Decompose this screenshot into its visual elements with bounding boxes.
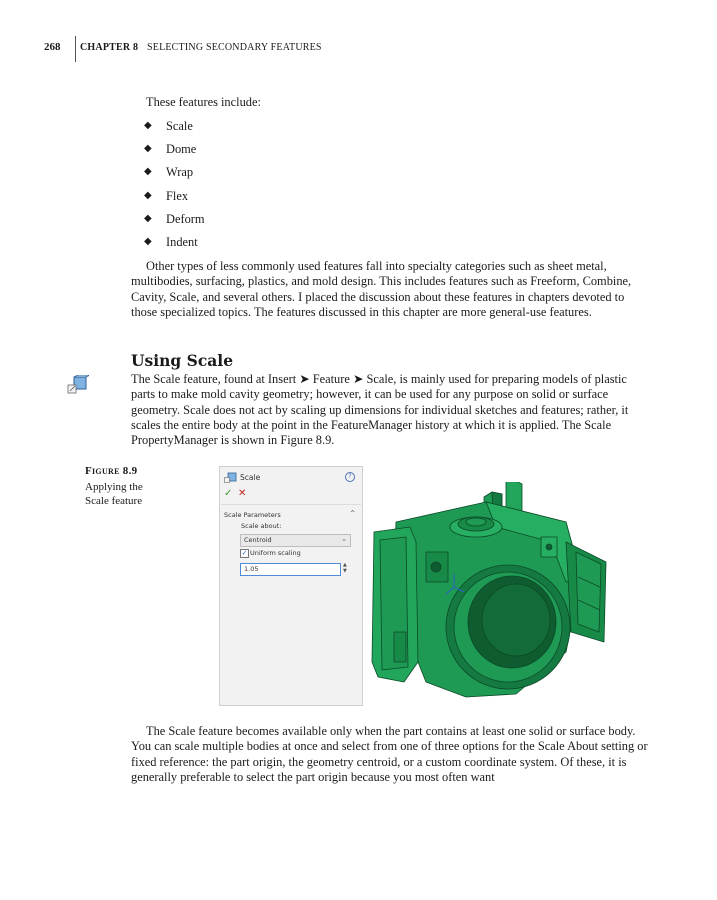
list-item-label: Wrap [166, 165, 194, 180]
feature-list [144, 117, 205, 256]
scale-factor-value: 1.05 [244, 565, 259, 573]
scale-about-label: Scale about: [241, 522, 282, 530]
diamond-bullet-icon: ◆ [144, 235, 152, 247]
list-item-label: Indent [166, 234, 198, 249]
property-manager-title: Scale [240, 473, 261, 482]
section-heading: Using Scale [131, 351, 234, 370]
list-item [144, 140, 205, 163]
figure-label: Figure 8.9 [85, 465, 138, 477]
list-item-label: Flex [166, 188, 189, 203]
chevron-down-icon: ⌄ [341, 535, 347, 543]
list-item [144, 117, 205, 140]
uniform-scaling-label: Uniform scaling [250, 549, 301, 557]
section-title-scale-parameters[interactable]: Scale Parameters [224, 511, 281, 519]
list-item [144, 187, 205, 210]
scale-about-value: Centroid [244, 536, 272, 544]
list-item-label: Deform [166, 211, 205, 226]
scale-about-select[interactable] [240, 534, 351, 547]
list-item [144, 233, 205, 256]
chapter-label: CHAPTER 8 [80, 42, 139, 53]
scale-factor-input[interactable] [240, 563, 341, 576]
list-item [144, 210, 205, 233]
ok-button[interactable]: ✓ [224, 488, 233, 499]
diamond-bullet-icon: ◆ [144, 143, 152, 155]
panel-divider [221, 504, 361, 505]
property-manager-header [224, 472, 358, 484]
list-item [144, 163, 205, 186]
chevron-up-icon[interactable]: ⌃ [349, 509, 356, 518]
cancel-button[interactable]: ✕ [238, 488, 247, 499]
help-icon[interactable]: ? [345, 472, 355, 482]
diamond-bullet-icon: ◆ [144, 212, 152, 224]
figure-caption: Applying the Scale feature [85, 481, 143, 507]
paragraph-scale-availability: The Scale feature becomes available only when the part contains at least one solid or surface body. You can scale multiple bodies at once and select from one of three options for the Scale About setting or fixed reference: the part origin, the geometry centroid, or a custom coordinate system. Of these, it is generally preferable to select the part origin because you most often want [131, 724, 648, 784]
paragraph-using-scale: The Scale feature, found at Insert ➤ Feature ➤ Scale, is mainly used for preparing models of plastic parts to make mold cavity geometry; however, it can be used for any purpose on solid or surface geometry. Scale does not act by scaling up dimensions for individual sketches and features; rather, it scales the entire body at the point in the FeatureManager history at which it is applied. The Scale PropertyManager is shown in Figure 8.9. [131, 372, 629, 448]
chapter-title: SELECTING SECONDARY FEATURES [147, 42, 322, 53]
diamond-bullet-icon: ◆ [144, 166, 152, 178]
scale-feature-icon [67, 375, 89, 395]
page-number: 268 [44, 41, 61, 53]
scaled-part-model-image [366, 482, 616, 707]
uniform-scaling-checkbox[interactable]: ✓ [241, 549, 248, 557]
intro-text: These features include: [146, 95, 261, 109]
scale-factor-stepper[interactable]: ▲ ▼ [343, 562, 347, 574]
list-item-label: Scale [166, 119, 193, 133]
list-item-label: Dome [166, 142, 197, 157]
diamond-bullet-icon: ◆ [144, 189, 152, 201]
paragraph-specialty-features: Other types of less commonly used features fall into specialty categories such as sheet metal, multibodies, surfacing, plastics, and mold design. This includes features such as Freeform, Combine, Cavity, Scale, and several others. I placed the discussion about these features in chapters devoted to those specialized topics. The features discussed in this chapter are more general-use features. [131, 259, 632, 319]
header-divider [75, 36, 76, 62]
diamond-bullet-icon: ◆ [144, 120, 152, 131]
scale-property-manager [219, 466, 363, 706]
scale-feature-icon [224, 472, 237, 483]
